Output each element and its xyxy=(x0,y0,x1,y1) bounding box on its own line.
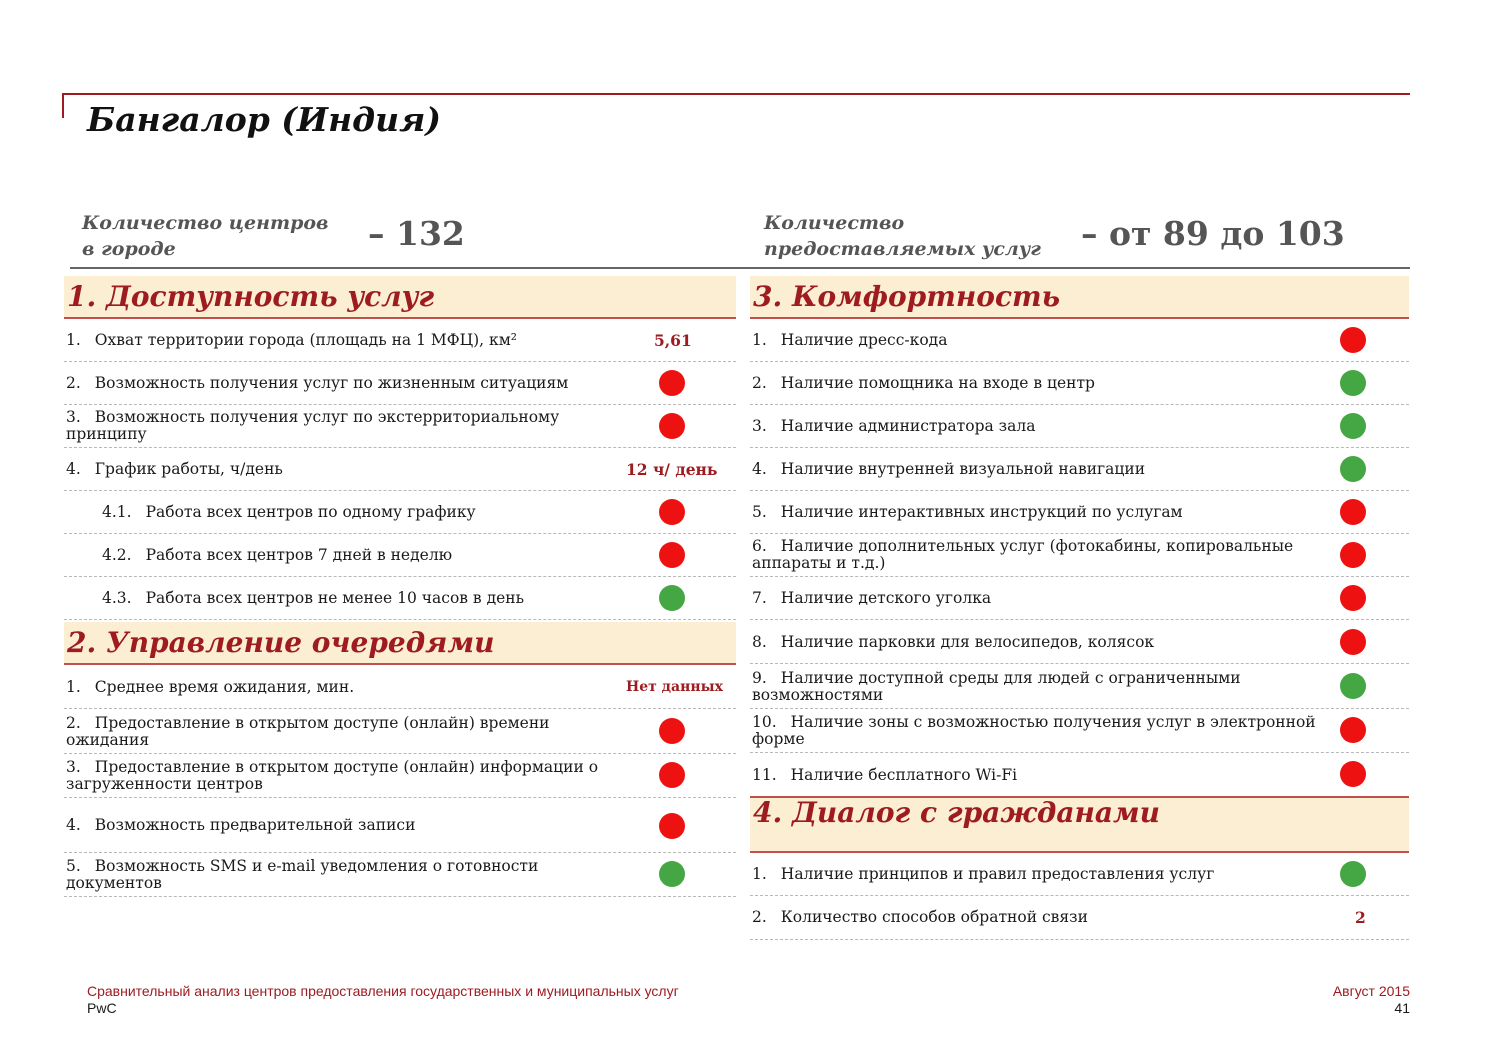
kpi-services-label-line2: предоставляемых услуг xyxy=(764,238,1041,260)
table-row xyxy=(64,798,736,853)
table-row xyxy=(64,577,736,620)
table-row xyxy=(64,448,736,491)
table-row xyxy=(750,853,1409,896)
table-row xyxy=(750,534,1409,577)
row-label: 7. Наличие детского уголка xyxy=(752,588,992,607)
row-label: 1. Наличие принципов и правил предоставления услуг xyxy=(752,864,1215,883)
status-red-icon xyxy=(1340,629,1366,655)
table-row xyxy=(750,362,1409,405)
schedule-value: 12 ч/ день xyxy=(626,459,718,479)
status-red-icon xyxy=(1340,585,1366,611)
row-label: 8. Наличие парковки для велосипедов, колясок xyxy=(752,632,1155,651)
kpi-centers-value: – 132 xyxy=(368,214,465,253)
kpi-services-label xyxy=(764,210,1041,262)
status-red-icon xyxy=(659,370,685,396)
row-label: 4.1. Работа всех центров по одному графику xyxy=(102,502,476,521)
top-rule-tick xyxy=(62,93,64,118)
status-red-icon xyxy=(659,542,685,568)
status-red-icon xyxy=(659,762,685,788)
feedback-count-value: 2 xyxy=(1355,908,1366,927)
status-red-icon xyxy=(1340,717,1366,743)
row-label: 4. Возможность предварительной записи xyxy=(66,815,416,834)
row-label: 2. Возможность получения услуг по жизненным ситуациям xyxy=(66,373,569,392)
status-red-icon xyxy=(659,718,685,744)
status-green-icon xyxy=(659,861,685,887)
table-row xyxy=(750,448,1409,491)
status-red-icon xyxy=(1340,327,1366,353)
row-label: 2. Предоставление в открытом доступе (онлайн) времени ожидания xyxy=(66,713,550,749)
table-row xyxy=(64,710,736,754)
row-label: 3. Предоставление в открытом доступе (онлайн) информации о загруженности центров xyxy=(66,757,599,793)
table-row xyxy=(750,319,1409,362)
kpi-services-label-line1: Количество xyxy=(764,212,905,234)
status-green-icon xyxy=(1340,370,1366,396)
row-label: 1. Наличие дресс-кода xyxy=(752,330,948,349)
status-red-icon xyxy=(1340,761,1366,787)
row-label: 4.2. Работа всех центров 7 дней в неделю xyxy=(102,545,453,564)
row-label: 1. Среднее время ожидания, мин. xyxy=(66,677,355,696)
section-dialog-title: 4. Диалог с гражданами xyxy=(750,796,1409,853)
table-row xyxy=(64,666,736,709)
footer-left xyxy=(87,983,679,1017)
table-row xyxy=(64,362,736,405)
row-label: 4.3. Работа всех центров не менее 10 часов в день xyxy=(102,588,525,607)
row-label: 6. Наличие дополнительных услуг (фотокабины, копировальные аппараты и т.д.) xyxy=(752,537,1294,572)
kpi-divider xyxy=(70,267,1410,269)
table-row xyxy=(64,754,736,798)
table-row xyxy=(750,621,1409,664)
row-label: 5. Возможность SMS и e-mail уведомления о готовности документов xyxy=(66,856,539,892)
table-row xyxy=(64,534,736,577)
table-row xyxy=(64,319,736,362)
row-label: 2. Наличие помощника на входе в центр xyxy=(752,373,1095,392)
table-row xyxy=(750,405,1409,448)
table-row xyxy=(64,405,736,448)
row-label: 3. Наличие администратора зала xyxy=(752,416,1036,435)
status-green-icon xyxy=(1340,413,1366,439)
row-label: 1. Охват территории города (площадь на 1 МФЦ), км² xyxy=(66,330,517,349)
status-red-icon xyxy=(1340,499,1366,525)
row-label: 2. Количество способов обратной связи xyxy=(752,908,1088,926)
kpi-services-value: – от 89 до 103 xyxy=(1081,214,1345,253)
row-label: 11. Наличие бесплатного Wi-Fi xyxy=(752,765,1018,784)
status-green-icon xyxy=(1340,456,1366,482)
table-row xyxy=(750,709,1409,753)
row-label: 3. Возможность получения услуг по экстерриториальному принципу xyxy=(66,408,560,443)
row-label: 9. Наличие доступной среды для людей с ограниченными возможностями xyxy=(752,668,1241,704)
section-access-title: 1. Доступность услуг xyxy=(64,276,736,319)
status-red-icon xyxy=(659,413,685,439)
table-row xyxy=(750,577,1409,620)
page-number: 41 xyxy=(1394,1000,1410,1016)
status-green-icon xyxy=(659,585,685,611)
footer-date: Август 2015 xyxy=(1332,983,1410,999)
row-label: 10. Наличие зоны с возможностью получения услуг в электронной форме xyxy=(752,712,1316,748)
top-rule xyxy=(62,93,1410,95)
row-label: 5. Наличие интерактивных инструкций по услугам xyxy=(752,502,1183,521)
status-red-icon xyxy=(659,499,685,525)
wait-time-value: Нет данных xyxy=(626,679,723,695)
row-label: 4. График работы, ч/день xyxy=(66,459,283,478)
kpi-centers-label-line1: Количество центров xyxy=(82,212,329,234)
footer-brand: PwC xyxy=(87,1000,117,1016)
section-comfort-title: 3. Комфортность xyxy=(750,276,1409,319)
status-green-icon xyxy=(1340,673,1366,699)
footer-subtitle: Сравнительный анализ центров предоставления государственных и муниципальных услуг xyxy=(87,983,679,999)
kpi-centers-label-line2: в городе xyxy=(82,238,176,260)
status-red-icon xyxy=(659,813,685,839)
table-row xyxy=(750,491,1409,534)
coverage-value: 5,61 xyxy=(654,330,692,350)
table-row xyxy=(64,853,736,897)
section-queues-title: 2. Управление очередями xyxy=(64,622,736,665)
status-red-icon xyxy=(1340,542,1366,568)
table-row xyxy=(750,753,1409,797)
status-green-icon xyxy=(1340,861,1366,887)
kpi-centers-label xyxy=(82,210,329,262)
table-row xyxy=(750,896,1409,940)
page-title: Бангалор (Индия) xyxy=(87,100,441,139)
row-label: 4. Наличие внутренней визуальной навигации xyxy=(752,459,1146,478)
table-row xyxy=(64,491,736,534)
table-row xyxy=(750,665,1409,709)
footer-right xyxy=(1333,983,1410,1017)
